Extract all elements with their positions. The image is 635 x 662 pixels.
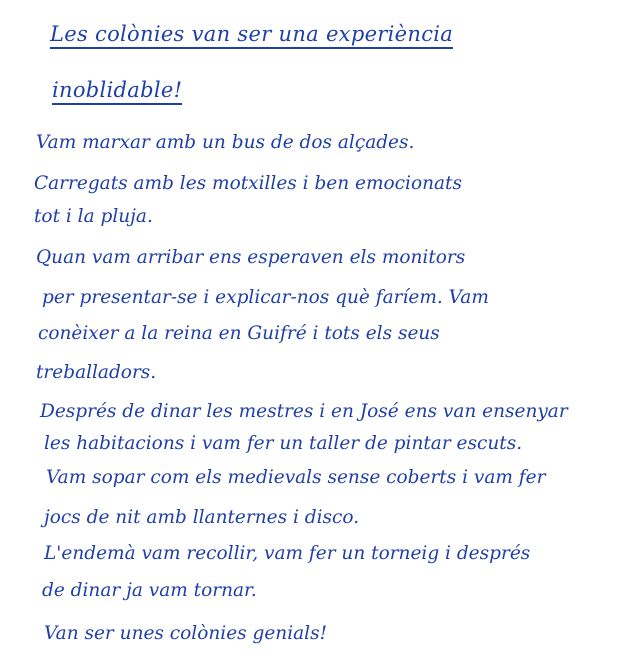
text-line-5: per presentar-se i explicar-nos què faríem. Vam [42, 287, 489, 308]
text-line-10: Vam sopar com els medievals sense coberts i vam fer [46, 467, 546, 488]
text-line-12: L'endemà vam recollir, vam fer un torneig i després [44, 543, 531, 564]
text-line-11: jocs de nit amb llanternes i disco. [44, 507, 360, 528]
text-line-7: treballadors. [36, 362, 157, 383]
text-line-14: Van ser unes colònies genials! [44, 623, 328, 644]
text-line-8: Després de dinar les mestres i en José ens van ensenyar [40, 401, 568, 422]
title-line-1: Les colònies van ser una experiència [50, 22, 453, 49]
text-line-3: tot i la pluja. [34, 206, 153, 227]
title-line-2: inoblidable! [52, 78, 182, 105]
text-line-4: Quan vam arribar ens esperaven els monitors [36, 247, 466, 268]
text-line-9: les habitacions i vam fer un taller de pintar escuts. [44, 433, 523, 454]
text-line-13: de dinar ja vam tornar. [42, 580, 257, 601]
text-line-1: Vam marxar amb un bus de dos alçades. [36, 132, 415, 153]
text-line-6: conèixer a la reina en Guifré i tots els seus [38, 323, 440, 344]
text-line-2: Carregats amb les motxilles i ben emocionats [34, 173, 462, 194]
